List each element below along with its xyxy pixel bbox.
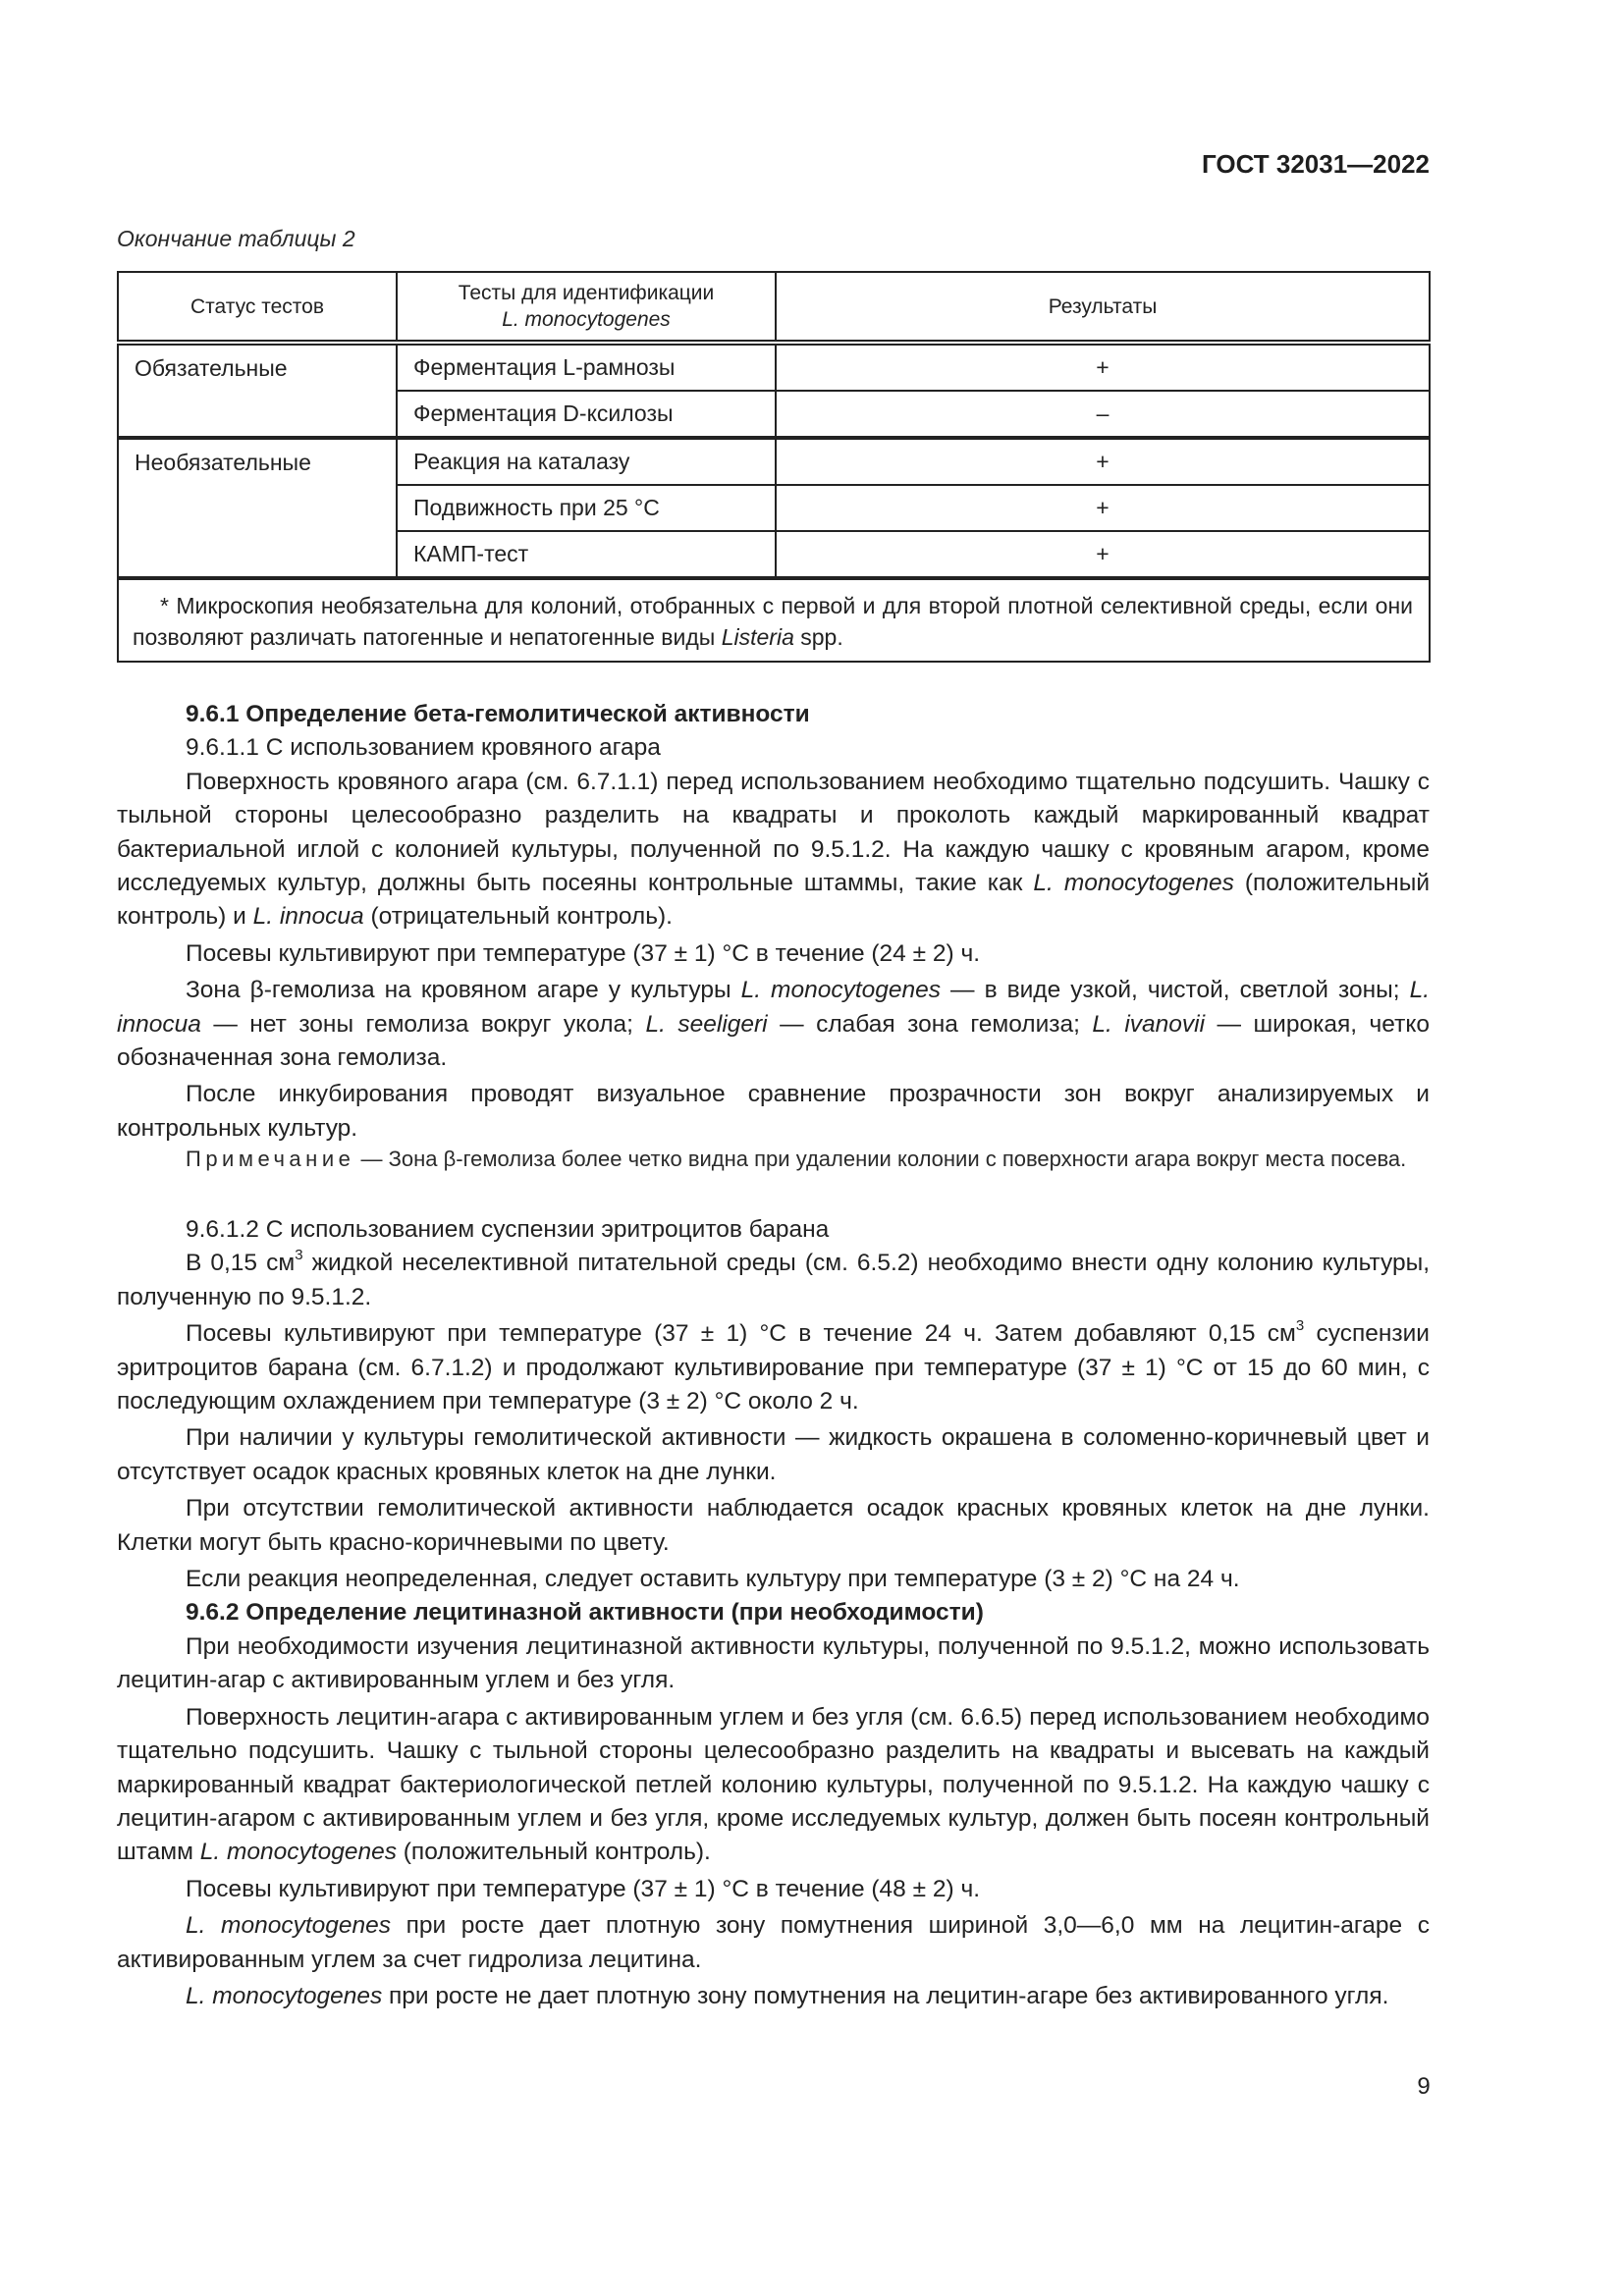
paragraph: L. monocytogenes при росте дает плотную зону помутнения шириной 3,0—6,0 мм на лецитин-агаре с активированным углем за счет гидролиза лецитина. xyxy=(117,1912,1430,1973)
paragraph: Зона β-гемолиза на кровяном агаре у культуры L. monocytogenes — в виде узкой, чистой, светлой зоны; L. innocua — нет зоны гемолиза вокруг укола; L. seeligeri — слабая зона гемолиза; L. ivanovii — широкая, четко обозначенная зона гемолиза. xyxy=(117,977,1431,1072)
test-cell: Реакция на каталазу xyxy=(397,438,776,485)
status-cell: Необязательные xyxy=(118,438,397,578)
result-cell: + xyxy=(776,485,1430,531)
column-header-tests-species: L. monocytogenes xyxy=(502,308,671,331)
section-9-6-1 xyxy=(117,698,1430,1148)
paragraph: Если реакция неопределенная, следует оставить культуру при температуре (3 ± 2) °С на 24 ч. xyxy=(186,1566,1240,1593)
species-name: L. innocua xyxy=(252,903,364,931)
table-row xyxy=(118,343,1430,391)
page-number: 9 xyxy=(1417,2073,1431,2100)
table-footnote xyxy=(118,578,1430,662)
column-header-tests xyxy=(397,272,776,343)
species-name: L. innocua xyxy=(117,977,1431,1038)
paragraph: L. monocytogenes при росте не дает плотную зону помутнения на лецитин-агаре без активированного угля. xyxy=(186,1982,1389,2009)
result-cell: + xyxy=(776,438,1430,485)
paragraph: Посевы культивируют при температуре (37 ± 1) °С в течение (24 ± 2) ч. xyxy=(186,939,981,967)
note xyxy=(117,1144,1430,1175)
paragraph: При отсутствии гемолитической активности наблюдается осадок красных кровяных клеток на дне лунки. Клетки могут быть красно-коричневыми по цвету. xyxy=(117,1495,1430,1556)
test-cell: Подвижность при 25 °С xyxy=(397,485,776,531)
footnote-species: Listeria xyxy=(721,624,794,650)
table-header-row xyxy=(118,272,1430,343)
paragraph: Поверхность лецитин-агара с активированным углем и без угля (см. 6.6.5) перед использованием необходимо тщательно подсушить. Чашку с тыльной стороны целесообразно разделить на квадраты и высевать на каждый маркированный квадрат бактериологической петлей колонию культуры, полученной по 9.5.1.2. На каждую чашку с лецитин-агаром с активированным углем и без угля, кроме исследуемых культур, должен быть посеян контрольный штамм L. monocytogenes (положительный контроль). xyxy=(117,1703,1430,1866)
identification-tests-table xyxy=(117,271,1431,663)
result-cell: – xyxy=(776,391,1430,438)
subsection-heading: 9.6.1.1 С использованием кровяного агара xyxy=(186,734,661,762)
document-id: ГОСТ 32031—2022 xyxy=(1202,149,1430,179)
species-name: L. monocytogenes xyxy=(199,1839,397,1866)
section-9-6-1-2 xyxy=(117,1213,1430,2016)
test-cell: Ферментация L-рамнозы xyxy=(397,343,776,391)
column-header-tests-label: Тесты для идентификации xyxy=(458,282,715,304)
species-name: L. ivanovii xyxy=(1092,1010,1206,1038)
section-heading: 9.6.2 Определение лецитиназной активности (при необходимости) xyxy=(186,1599,984,1627)
status-cell: Обязательные xyxy=(118,343,397,438)
species-name: L. seeligeri xyxy=(645,1010,768,1038)
table-row xyxy=(118,438,1430,485)
paragraph: При наличии у культуры гемолитической активности — жидкость окрашена в соломенно-коричневый цвет и отсутствует осадок красных кровяных клеток на дне лунки. xyxy=(117,1424,1430,1485)
paragraph: После инкубирования проводят визуальное сравнение прозрачности зон вокруг анализируемых и контрольных культур. xyxy=(117,1081,1430,1142)
footnote-marker: * xyxy=(160,593,169,618)
column-header-status: Статус тестов xyxy=(118,272,397,343)
subsection-heading: 9.6.1.2 С использованием суспензии эритроцитов барана xyxy=(186,1216,830,1243)
footnote-text: Микроскопия необязательна для колоний, отобранных с первой и для второй плотной селективной среды, если они позволяют различать патогенные и непатогенные виды xyxy=(133,593,1414,650)
paragraph: Поверхность кровяного агара (см. 6.7.1.1) перед использованием необходимо тщательно подсушить. Чашку с тыльной стороны целесообразно разделить на квадраты и проколоть каждый маркированный квадрат бактериальной иглой с колонией культуры, полученной по 9.5.1.2. На каждую чашку с кровяным агаром, кроме исследуемых культур, должны быть посеяны контрольные штаммы, такие как L. monocytogenes (положительный контроль) и L. innocua (отрицательный контроль). xyxy=(117,768,1431,931)
test-cell: КАМП-тест xyxy=(397,531,776,578)
paragraph: Посевы культивируют при температуре (37 ± 1) °С в течение (48 ± 2) ч. xyxy=(186,1875,981,1902)
test-cell: Ферментация D-ксилозы xyxy=(397,391,776,438)
note-text: — Зона β-гемолиза более четко видна при удалении колонии с поверхности агара вокруг места посева. xyxy=(360,1147,1407,1171)
paragraph: При необходимости изучения лецитиназной активности культуры, полученной по 9.5.1.2, можно использовать лецитин-агар с активированным углем и без угля. xyxy=(117,1632,1430,1694)
paragraph: Посевы культивируют при температуре (37 ± 1) °С в течение 24 ч. Затем добавляют 0,15 $см^3$ суспензии эритроцитов барана (см. 6.7.1.2) и продолжают культивирование при температуре (37 ± 1) °С от 15 до 60 мин, с последующим охлаждением при температуре (3 ± 2) °С около 2 ч. xyxy=(117,1317,1430,1415)
table-caption: Окончание таблицы 2 xyxy=(117,226,355,251)
result-cell: + xyxy=(776,531,1430,578)
paragraph: В 0,15 $см^3$ жидкой неселективной питательной среды (см. 6.5.2) необходимо внести одну колонию культуры, полученную по 9.5.1.2. xyxy=(117,1247,1431,1310)
table-footnote-row xyxy=(118,578,1430,662)
note-label: Примечание xyxy=(186,1147,355,1171)
species-name: L. monocytogenes xyxy=(1033,870,1234,897)
species-name: L. monocytogenes xyxy=(740,977,942,1004)
species-name: L. monocytogenes xyxy=(186,1982,383,2009)
species-name: L. monocytogenes xyxy=(186,1912,392,1940)
result-cell: + xyxy=(776,343,1430,391)
section-heading: 9.6.1 Определение бета-гемолитической активности xyxy=(186,701,810,727)
column-header-results: Результаты xyxy=(776,272,1430,343)
footnote-suffix: spp. xyxy=(800,624,843,650)
